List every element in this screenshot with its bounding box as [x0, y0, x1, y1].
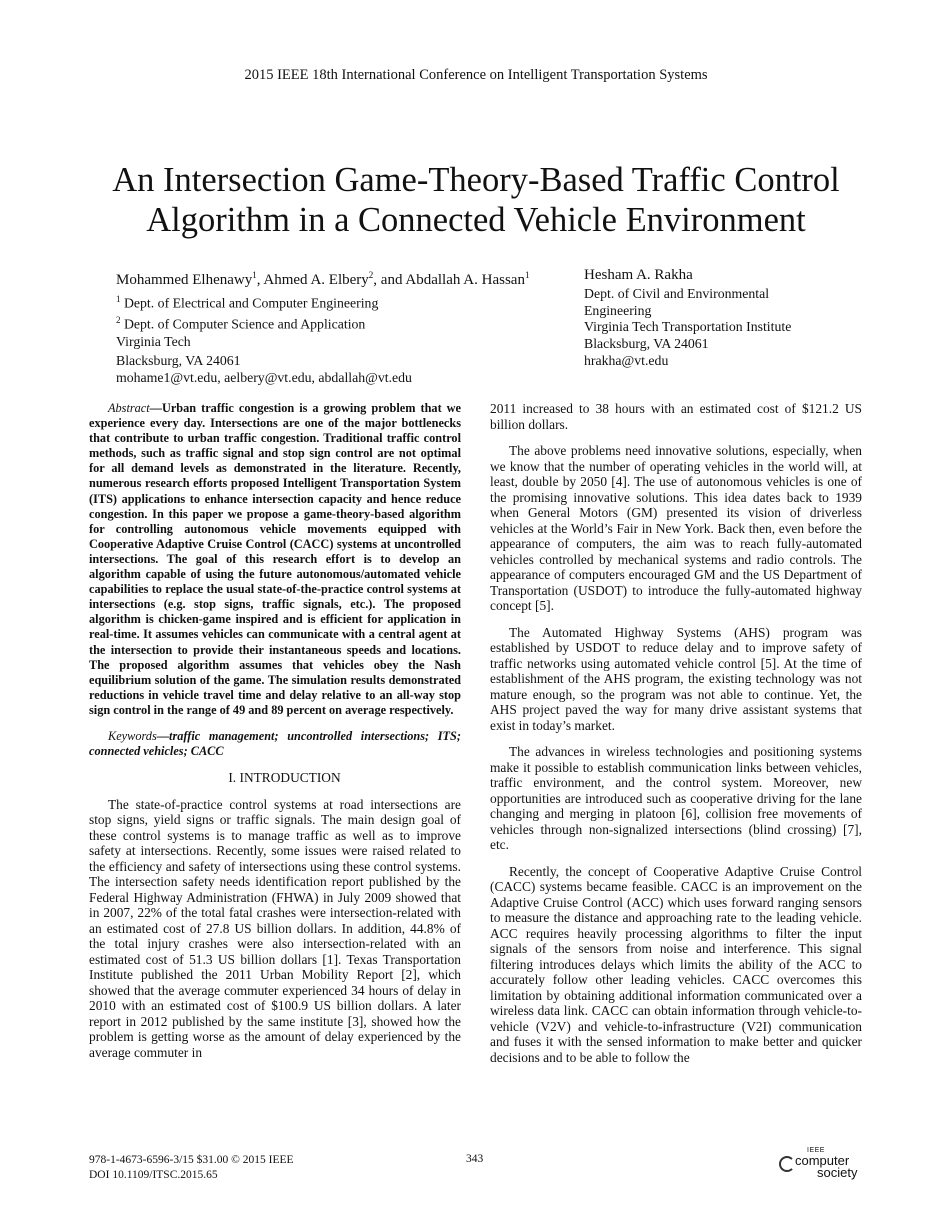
conference-header: 2015 IEEE 18th International Conference on Intelligent Transportation Systems: [244, 67, 708, 83]
paragraph-cacc: Recently, the concept of Cooperative Adaptive Cruise Control (CACC) systems became feasible. CACC is an improvement on the Adaptive Cruise Control (ACC) which uses forward ranging sensors to measure the distance and approaching rate to the leading vehicle. ACC requires heavily processing algorithms to filter the input signals of the sensors from noise and interference. This signal filtering introduces delays which limits the ability of the ACC to accurately follow other leading vehicles. CACC overcomes this limitation by obtaining additional information communicated over a wireless data link. CACC can obtain information through vehicle-to-vehicle (V2V) and vehicle-to-infrastructure (V2I) communication and fuses it with the sensed information to make better and quicker decisions and to be able to follow the: [490, 863, 862, 1065]
ieee-computer-society-logo: IEEE computer society: [777, 1147, 867, 1183]
author-block-left: [116, 267, 576, 387]
abstract: Abstract—Urban traffic congestion is a growing problem that we experience every day. Intersections are one of the major bottlenecks that contribute to urban traffic congestion. Traditional traffic control methods, such as traffic signal and stop sign control are not optimal for all demand levels as demonstrated in the literature. Recently, numerous research efforts proposed Intelligent Transportation System (ITS) applications to enhance intersection capacity and hence reduce congestion. In this paper we propose a game-theory-based algorithm for controlling autonomous vehicle movements equipped with Cooperative Adaptive Cruise Control (CACC) systems at uncontrolled intersections. The goal of this research effort is to develop an algorithm capable of using the future autonomous/automated vehicle capabilities to replace the usual state-of-the-practice control systems at intersections (e.g. stop signs, traffic signals, etc.). The proposed algorithm is chicken-game inspired and is efficient for application in real-time. It assumes vehicles can communicate with a central agent at the intersection to provide their instantaneous speeds and locations. The proposed algorithm assumes that vehicles obey the Nash equilibrium solution of the game. The simulation results demonstrated reductions in vehicle travel time and delay relative to an all-way stop sign control in the range of 49 and 89 percent on average respectively.: [89, 401, 461, 717]
footer-isbn: 978-1-4673-6596-3/15 $31.00 © 2015 IEEE: [89, 1154, 294, 1166]
paper-title: [60, 160, 892, 240]
footer-left: [89, 1153, 294, 1183]
department-line-2: Engineering: [584, 302, 652, 318]
paragraph-ahs-program: The Automated Highway Systems (AHS) program was established by USDOT to reduce delay and to improve safety of traffic networks using automated vehicle control [5]. At the time of establishment of the AHS program, the existing technology was not mature enough, so the program was not able to continue. Yet, the AHS project paved the way for many drive assistant systems that exist in today’s market.: [490, 624, 862, 733]
institution: Virginia Tech Transportation Institute: [584, 319, 792, 335]
affiliation-1: $^1$ Dept. of Electrical and Computer Engineering: [116, 293, 379, 311]
author-name: Hesham A. Rakha: [584, 267, 693, 283]
paragraph-continued: 2011 increased to 38 hours with an estimated cost of $121.2 US billion dollars.: [490, 401, 862, 432]
paragraph-autonomous-vehicles: The above problems need innovative solutions, especially, when we know that the number of operating vehicles in the world will, at least, double by 2050 [4]. The use of autonomous vehicles is one of the promising innovative solutions. This idea dates back to 1939 when General Motors (GM) presented its vision of driverless vehicles at the World’s Fair in New York. Back then, even before the appearance of computers, the aim was to reach fully-automated vehicles controlled by mechanical systems and radio controls. The appearance of computers encouraged GM and the US Department of Transportation (USDOT) to introduce the fully-automated highway concept [5].: [490, 443, 862, 613]
paragraph-wireless-advances: The advances in wireless technologies and positioning systems make it possible to establish communication links between vehicles, traffic environment, and the control system. Moreover, new opportunities are introduced such as cooperative driving for the lane changing and merging in platoon [6], collision free movements of vehicles through non-signalized intersections (blind crossing) [7], etc.: [490, 744, 862, 852]
section-heading-introduction: I. INTRODUCTION: [228, 770, 341, 786]
page-number: 343: [466, 1153, 484, 1165]
left-column: [89, 401, 461, 1071]
emails: mohame1@vt.edu, aelbery@vt.edu, abdallah@vt.edu: [116, 370, 412, 386]
department-line-1: Dept. of Civil and Environmental: [584, 285, 770, 301]
title-line-1: An Intersection Game-Theory-Based Traffic Control: [112, 161, 840, 199]
institution: Virginia Tech: [116, 333, 191, 349]
right-column: [490, 401, 862, 1076]
author-block-right: [584, 267, 874, 370]
swirl-icon: [779, 1156, 795, 1172]
author-names: Mohammed Elhenawy$^1$, Ahmed A. Elbery$^2$, and Abdallah A. Hassan$^1$: [116, 270, 530, 288]
city: Blacksburg, VA 24061: [584, 336, 709, 352]
affiliation-2: $^2$ Dept. of Computer Science and Application: [116, 315, 366, 332]
email: hrakha@vt.edu: [584, 352, 669, 368]
keywords: Keywords—traffic management; uncontrolled intersections; ITS; connected vehicles; CACC: [89, 728, 461, 759]
footer-doi: DOI 10.1109/ITSC.2015.65: [89, 1169, 218, 1181]
title-line-2: Algorithm in a Connected Vehicle Environment: [146, 201, 806, 239]
city: Blacksburg, VA 24061: [116, 353, 241, 369]
intro-paragraph-1: The state-of-practice control systems at road intersections are stop signs, yield signs or traffic signals. The main design goal of these control systems is to manage traffic as well as to improve safety at intersections. Recently, some issues were raised related to the efficiency and safety of intersections using these control systems. The intersection safety needs identification report published by the Federal Highway Administration (FHWA) in July 2009 showed that in 2007, 22% of the total fatal crashes were intersection-related with an estimated cost of 27.8 US billion dollars. In addition, 44.8% of the total injury crashes were also intersection-related with an estimated cost of 51.3 US billion dollars [1]. Texas Transportation Institute published the 2011 Urban Mobility Report [2], which showed that the average commuter experienced 34 hours of delay in 2010 with an estimated cost of $100.9 US billion dollars. A later report in 2012 published by the same institute [3], showed how the problem is getting worse as the amount of delay experienced by the average commuter in: [89, 796, 461, 1060]
